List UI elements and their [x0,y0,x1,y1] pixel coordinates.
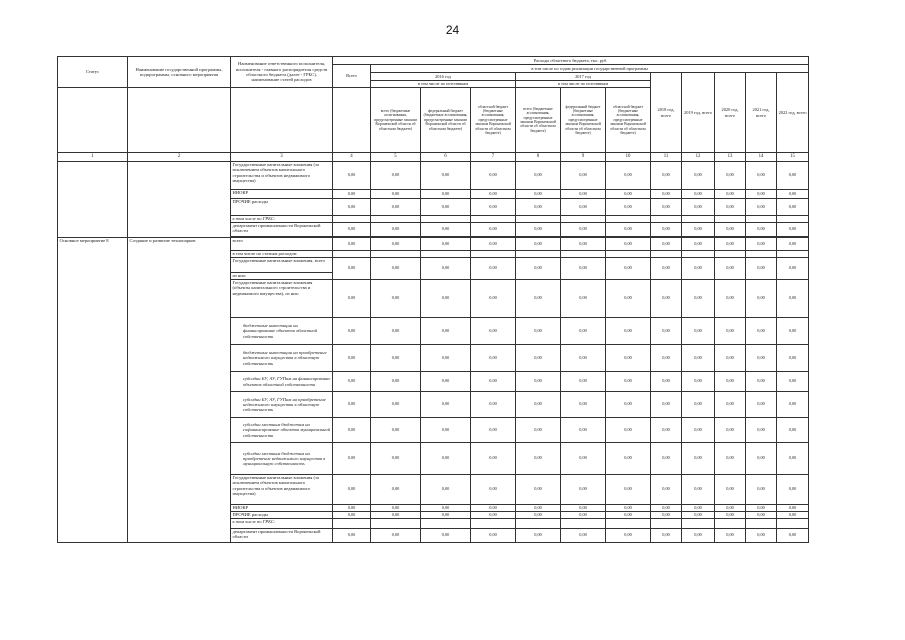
value-cell: 0,00 [421,223,471,237]
value-cell: 0,00 [561,199,606,216]
value-cell: 0,00 [471,238,516,251]
status-cell: Основное мероприятие 8 [58,238,128,543]
value-cell: 0,00 [421,190,471,199]
value-cell: 0,00 [561,345,606,372]
value-cell: 0,00 [516,258,561,280]
value-cell: 0,00 [651,190,682,199]
row-label: бюджетные инвестиции на приобретение недвижимого имущества в областную собственность [231,345,333,372]
value-cell: 0,00 [561,372,606,392]
value-cell: 0,00 [333,190,371,199]
value-cell: 0,00 [715,318,746,345]
value-cell: 0,00 [561,318,606,345]
value-cell: 0,00 [715,505,746,512]
value-cell: 0,00 [746,418,777,443]
value-cell: 0,00 [651,505,682,512]
row-label: в том числе по статьям расходов: [231,251,333,258]
value-cell: 0,00 [561,238,606,251]
value-cell: 0,00 [371,162,421,190]
value-cell: 0,00 [333,372,371,392]
value-cell: 0,00 [746,318,777,345]
value-cell: 0,00 [715,529,746,543]
value-cell: 0,00 [516,162,561,190]
value-cell: 0,00 [651,199,682,216]
header-status-cont [58,88,128,153]
value-cell: 0,00 [421,238,471,251]
value-cell: 0,00 [651,162,682,190]
value-cell: 0,00 [371,443,421,475]
value-cell: 0,00 [715,223,746,237]
row-label: Государственные капитальные вложения (за исключением объектов капитального строительства и объектов недвижимого имущества) [231,475,333,505]
value-cell: 0,00 [651,443,682,475]
value-cell: 0,00 [471,190,516,199]
table-row [58,238,809,251]
value-cell: 0,00 [333,505,371,512]
value-cell: 0,00 [606,280,651,318]
header-row-expenses [58,57,809,65]
value-cell: 0,00 [516,475,561,505]
value-cell: 0,00 [715,258,746,280]
value-cell: 0,00 [516,199,561,216]
col-num: 1 [58,153,128,162]
value-cell: 0,00 [746,258,777,280]
row-label: ПРОЧИЕ расходы [231,512,333,519]
value-cell: 0,00 [561,190,606,199]
value-cell: 0,00 [606,199,651,216]
value-cell: 0,00 [746,443,777,475]
value-cell: 0,00 [371,512,421,519]
col-num: 7 [471,153,516,162]
value-cell: 0,00 [777,223,809,237]
col-num: 6 [421,153,471,162]
row-label: в том числе по ГРБС: [231,519,333,529]
value-cell: 0,00 [333,529,371,543]
value-cell: 0,00 [606,318,651,345]
header-total: Всего [333,65,371,88]
value-cell: 0,00 [421,418,471,443]
header-src-reg-2017: областной бюджет (бюджетные ассигнования, предусмотренные законом Воронежской области об областном бюджете) [606,88,651,153]
value-cell: 0,00 [777,418,809,443]
value-cell: 0,00 [516,372,561,392]
row-label: субсидии местным бюджетам на приобретение недвижимого имущества в муниципальную собственность [231,443,333,475]
value-cell: 0,00 [606,162,651,190]
value-cell: 0,00 [516,529,561,543]
program-cell: Создание и развитие технопарков [128,238,231,543]
value-cell: 0,00 [371,318,421,345]
value-cell: 0,00 [606,418,651,443]
value-cell: 0,00 [715,443,746,475]
header-src-total-2016: всего (бюджетные ассигнования, предусмотренные законом Воронежской области об областном бюджете) [371,88,421,153]
value-cell: 0,00 [561,475,606,505]
value-cell: 0,00 [421,475,471,505]
value-cell: 0,00 [471,505,516,512]
value-cell: 0,00 [777,392,809,418]
value-cell: 0,00 [606,475,651,505]
value-cell: 0,00 [421,318,471,345]
row-label: НИОКР [231,190,333,199]
header-year-2017: 2017 год [516,73,651,81]
value-cell: 0,00 [651,280,682,318]
header-sources-2017: в том числе по источникам [516,81,651,88]
value-cell: 0,00 [682,318,715,345]
value-cell: 0,00 [715,418,746,443]
value-cell: 0,00 [371,505,421,512]
value-cell: 0,00 [651,512,682,519]
value-cell: 0,00 [516,345,561,372]
status-cell [58,162,128,238]
value-cell: 0,00 [421,443,471,475]
value-cell: 0,00 [333,475,371,505]
value-cell: 0,00 [715,475,746,505]
value-cell: 0,00 [333,223,371,237]
value-cell: 0,00 [606,372,651,392]
header-executor-cont [231,88,333,153]
value-cell: 0,00 [516,512,561,519]
value-cell: 0,00 [606,238,651,251]
value-cell: 0,00 [333,280,371,318]
row-label: Государственные капитальные вложения (за исключением объектов капитального строительства и объектов недвижимого имущества) [231,162,333,190]
row-label: НИОКР [231,505,333,512]
header-expenses: Расходы областного бюджета, тыс. руб. [333,57,809,65]
value-cell: 0,00 [682,223,715,237]
value-cell: 0,00 [471,475,516,505]
col-num: 13 [715,153,746,162]
value-cell: 0,00 [516,392,561,418]
value-cell: 0,00 [777,162,809,190]
value-cell: 0,00 [651,392,682,418]
value-cell: 0,00 [371,238,421,251]
header-sources-2016: в том числе по источникам [371,81,516,88]
value-cell: 0,00 [715,280,746,318]
value-cell: 0,00 [371,190,421,199]
value-cell: 0,00 [651,258,682,280]
value-cell: 0,00 [516,318,561,345]
value-cell: 0,00 [746,392,777,418]
value-cell: 0,00 [606,392,651,418]
value-cell: 0,00 [715,199,746,216]
row-label: департамент промышленности Воронежской области [231,529,333,543]
value-cell: 0,00 [516,505,561,512]
value-cell: 0,00 [471,318,516,345]
header-program-name: Наименование государственной программы, подпрограммы, основного мероприятия [128,57,231,88]
value-cell: 0,00 [371,475,421,505]
col-num: 2 [128,153,231,162]
value-cell: 0,00 [421,162,471,190]
value-cell: 0,00 [606,223,651,237]
value-cell: 0,00 [651,475,682,505]
value-cell: 0,00 [371,529,421,543]
value-cell: 0,00 [333,238,371,251]
value-cell: 0,00 [746,190,777,199]
header-2018: 2018 год, всего [651,73,682,153]
value-cell: 0,00 [471,392,516,418]
value-cell: 0,00 [746,529,777,543]
value-cell: 0,00 [777,280,809,318]
value-cell: 0,00 [682,505,715,512]
value-cell: 0,00 [371,372,421,392]
value-cell: 0,00 [371,280,421,318]
row-label: ПРОЧИЕ расходы [231,199,333,216]
value-cell: 0,00 [746,372,777,392]
value-cell: 0,00 [651,238,682,251]
value-cell: 0,00 [471,345,516,372]
value-cell: 0,00 [746,238,777,251]
value-cell: 0,00 [371,223,421,237]
value-cell: 0,00 [561,223,606,237]
value-cell: 0,00 [606,258,651,280]
value-cell: 0,00 [471,512,516,519]
value-cell: 0,00 [746,475,777,505]
value-cell: 0,00 [471,443,516,475]
value-cell: 0,00 [746,505,777,512]
col-num: 5 [371,153,421,162]
column-number-row [58,153,809,162]
value-cell: 0,00 [471,199,516,216]
row-label: в том числе по ГРБС: [231,216,333,223]
header-status: Статус [58,57,128,88]
value-cell: 0,00 [777,529,809,543]
value-cell: 0,00 [561,392,606,418]
value-cell: 0,00 [682,190,715,199]
value-cell: 0,00 [682,392,715,418]
value-cell: 0,00 [333,162,371,190]
col-num: 10 [606,153,651,162]
value-cell: 0,00 [715,372,746,392]
header-src-reg-2016: областной бюджет (бюджетные ассигнования, предусмотренные законом Воронежской области об областном бюджете) [471,88,516,153]
value-cell: 0,00 [471,418,516,443]
value-cell: 0,00 [516,190,561,199]
value-cell: 0,00 [371,199,421,216]
value-cell: 0,00 [746,512,777,519]
value-cell: 0,00 [777,199,809,216]
value-cell: 0,00 [471,162,516,190]
row-label: субсидии БУ, АУ, ГУПам на приобретение недвижимого имущества в областную собственность [231,392,333,418]
value-cell: 0,00 [746,223,777,237]
value-cell: 0,00 [682,162,715,190]
value-cell: 0,00 [715,238,746,251]
row-label: из них: [231,273,333,280]
value-cell: 0,00 [561,505,606,512]
value-cell: 0,00 [471,372,516,392]
value-cell: 0,00 [715,162,746,190]
col-num: 4 [333,153,371,162]
value-cell: 0,00 [606,512,651,519]
value-cell: 0,00 [746,162,777,190]
value-cell: 0,00 [777,505,809,512]
value-cell: 0,00 [421,258,471,280]
col-num: 3 [231,153,333,162]
value-cell: 0,00 [606,190,651,199]
value-cell: 0,00 [516,280,561,318]
value-cell: 0,00 [421,280,471,318]
value-cell: 0,00 [471,529,516,543]
value-cell: 0,00 [516,443,561,475]
budget-table [57,56,809,543]
value-cell: 0,00 [682,238,715,251]
header-including: в том числе по годам реализации государственной программы [371,65,809,73]
value-cell: 0,00 [682,372,715,392]
page-number: 24 [445,23,460,37]
row-label: Государственные капитальные вложения, всего [231,258,333,273]
value-cell: 0,00 [682,443,715,475]
header-year-2016: 2016 год [371,73,516,81]
value-cell: 0,00 [606,529,651,543]
value-cell: 0,00 [371,392,421,418]
value-cell: 0,00 [651,318,682,345]
value-cell: 0,00 [371,345,421,372]
value-cell: 0,00 [777,443,809,475]
header-total-cont [333,88,371,153]
value-cell: 0,00 [471,280,516,318]
value-cell: 0,00 [777,475,809,505]
value-cell: 0,00 [651,345,682,372]
row-label: бюджетные инвестиции на финансирование объектов областной собственности [231,318,333,345]
value-cell: 0,00 [715,512,746,519]
value-cell: 0,00 [561,162,606,190]
header-2019: 2019 год, всего [682,73,715,153]
value-cell: 0,00 [777,318,809,345]
header-2022: 2022 год, всего [777,73,809,153]
value-cell: 0,00 [561,512,606,519]
value-cell: 0,00 [777,258,809,280]
value-cell: 0,00 [651,372,682,392]
value-cell: 0,00 [561,280,606,318]
value-cell: 0,00 [516,223,561,237]
value-cell: 0,00 [606,345,651,372]
header-2021: 2021 год, всего [746,73,777,153]
value-cell: 0,00 [746,199,777,216]
value-cell: 0,00 [333,258,371,280]
value-cell: 0,00 [421,345,471,372]
value-cell: 0,00 [777,190,809,199]
value-cell: 0,00 [606,505,651,512]
header-src-total-2017: всего (бюджетные ассигнования, предусмотренные законом Воронежской области об областном бюджете) [516,88,561,153]
value-cell: 0,00 [371,258,421,280]
value-cell: 0,00 [746,345,777,372]
col-num: 8 [516,153,561,162]
header-program-cont [128,88,231,153]
value-cell: 0,00 [715,190,746,199]
value-cell: 0,00 [777,345,809,372]
value-cell: 0,00 [682,512,715,519]
value-cell: 0,00 [333,443,371,475]
value-cell: 0,00 [516,418,561,443]
value-cell: 0,00 [471,223,516,237]
value-cell: 0,00 [682,418,715,443]
value-cell: 0,00 [333,345,371,372]
header-src-fed-2016: федеральный бюджет (бюджетные ассигнования, предусмотренные законом Воронежской области об областном бюджете) [421,88,471,153]
value-cell: 0,00 [682,280,715,318]
header-executor: Наименование ответственного исполнителя, исполнителя - главного распорядителя средств областного бюджета (далее - ГРБС), наименование статей расходов [231,57,333,88]
value-cell: 0,00 [777,512,809,519]
value-cell: 0,00 [682,199,715,216]
value-cell: 0,00 [421,529,471,543]
value-cell: 0,00 [371,418,421,443]
value-cell: 0,00 [471,258,516,280]
col-num: 14 [746,153,777,162]
value-cell: 0,00 [651,418,682,443]
value-cell: 0,00 [606,443,651,475]
value-cell: 0,00 [421,199,471,216]
value-cell: 0,00 [333,392,371,418]
value-cell: 0,00 [421,512,471,519]
value-cell: 0,00 [561,529,606,543]
value-cell: 0,00 [561,258,606,280]
value-cell: 0,00 [333,512,371,519]
col-num: 11 [651,153,682,162]
row-label: субсидии БУ, АУ, ГУПам на финансирование объектов областной собственности [231,372,333,392]
value-cell: 0,00 [561,418,606,443]
table-row [58,162,809,190]
value-cell: 0,00 [715,345,746,372]
header-2020: 2020 год, всего [715,73,746,153]
value-cell: 0,00 [682,345,715,372]
row-label: департамент промышленности Воронежской области [231,223,333,237]
value-cell: 0,00 [746,280,777,318]
value-cell: 0,00 [516,238,561,251]
value-cell: 0,00 [561,443,606,475]
col-num: 12 [682,153,715,162]
row-label: субсидии местным бюджетам на софинансирование объектов муниципальной собственности [231,418,333,443]
value-cell: 0,00 [715,392,746,418]
header-src-fed-2017: федеральный бюджет (бюджетные ассигнования, предусмотренные законом Воронежской области об областном бюджете) [561,88,606,153]
row-label: Государственные капитальные вложения (объекты капитального строительства и недвижимого имущества), из них: [231,280,333,318]
value-cell: 0,00 [682,475,715,505]
value-cell: 0,00 [421,372,471,392]
value-cell: 0,00 [333,318,371,345]
col-num: 15 [777,153,809,162]
value-cell: 0,00 [682,258,715,280]
value-cell: 0,00 [421,505,471,512]
value-cell: 0,00 [777,238,809,251]
value-cell: 0,00 [777,372,809,392]
value-cell: 0,00 [421,392,471,418]
row-label: всего [231,238,333,251]
col-num: 9 [561,153,606,162]
value-cell: 0,00 [333,199,371,216]
value-cell: 0,00 [333,418,371,443]
program-cell [128,162,231,238]
value-cell: 0,00 [651,529,682,543]
value-cell: 0,00 [682,529,715,543]
value-cell: 0,00 [651,223,682,237]
